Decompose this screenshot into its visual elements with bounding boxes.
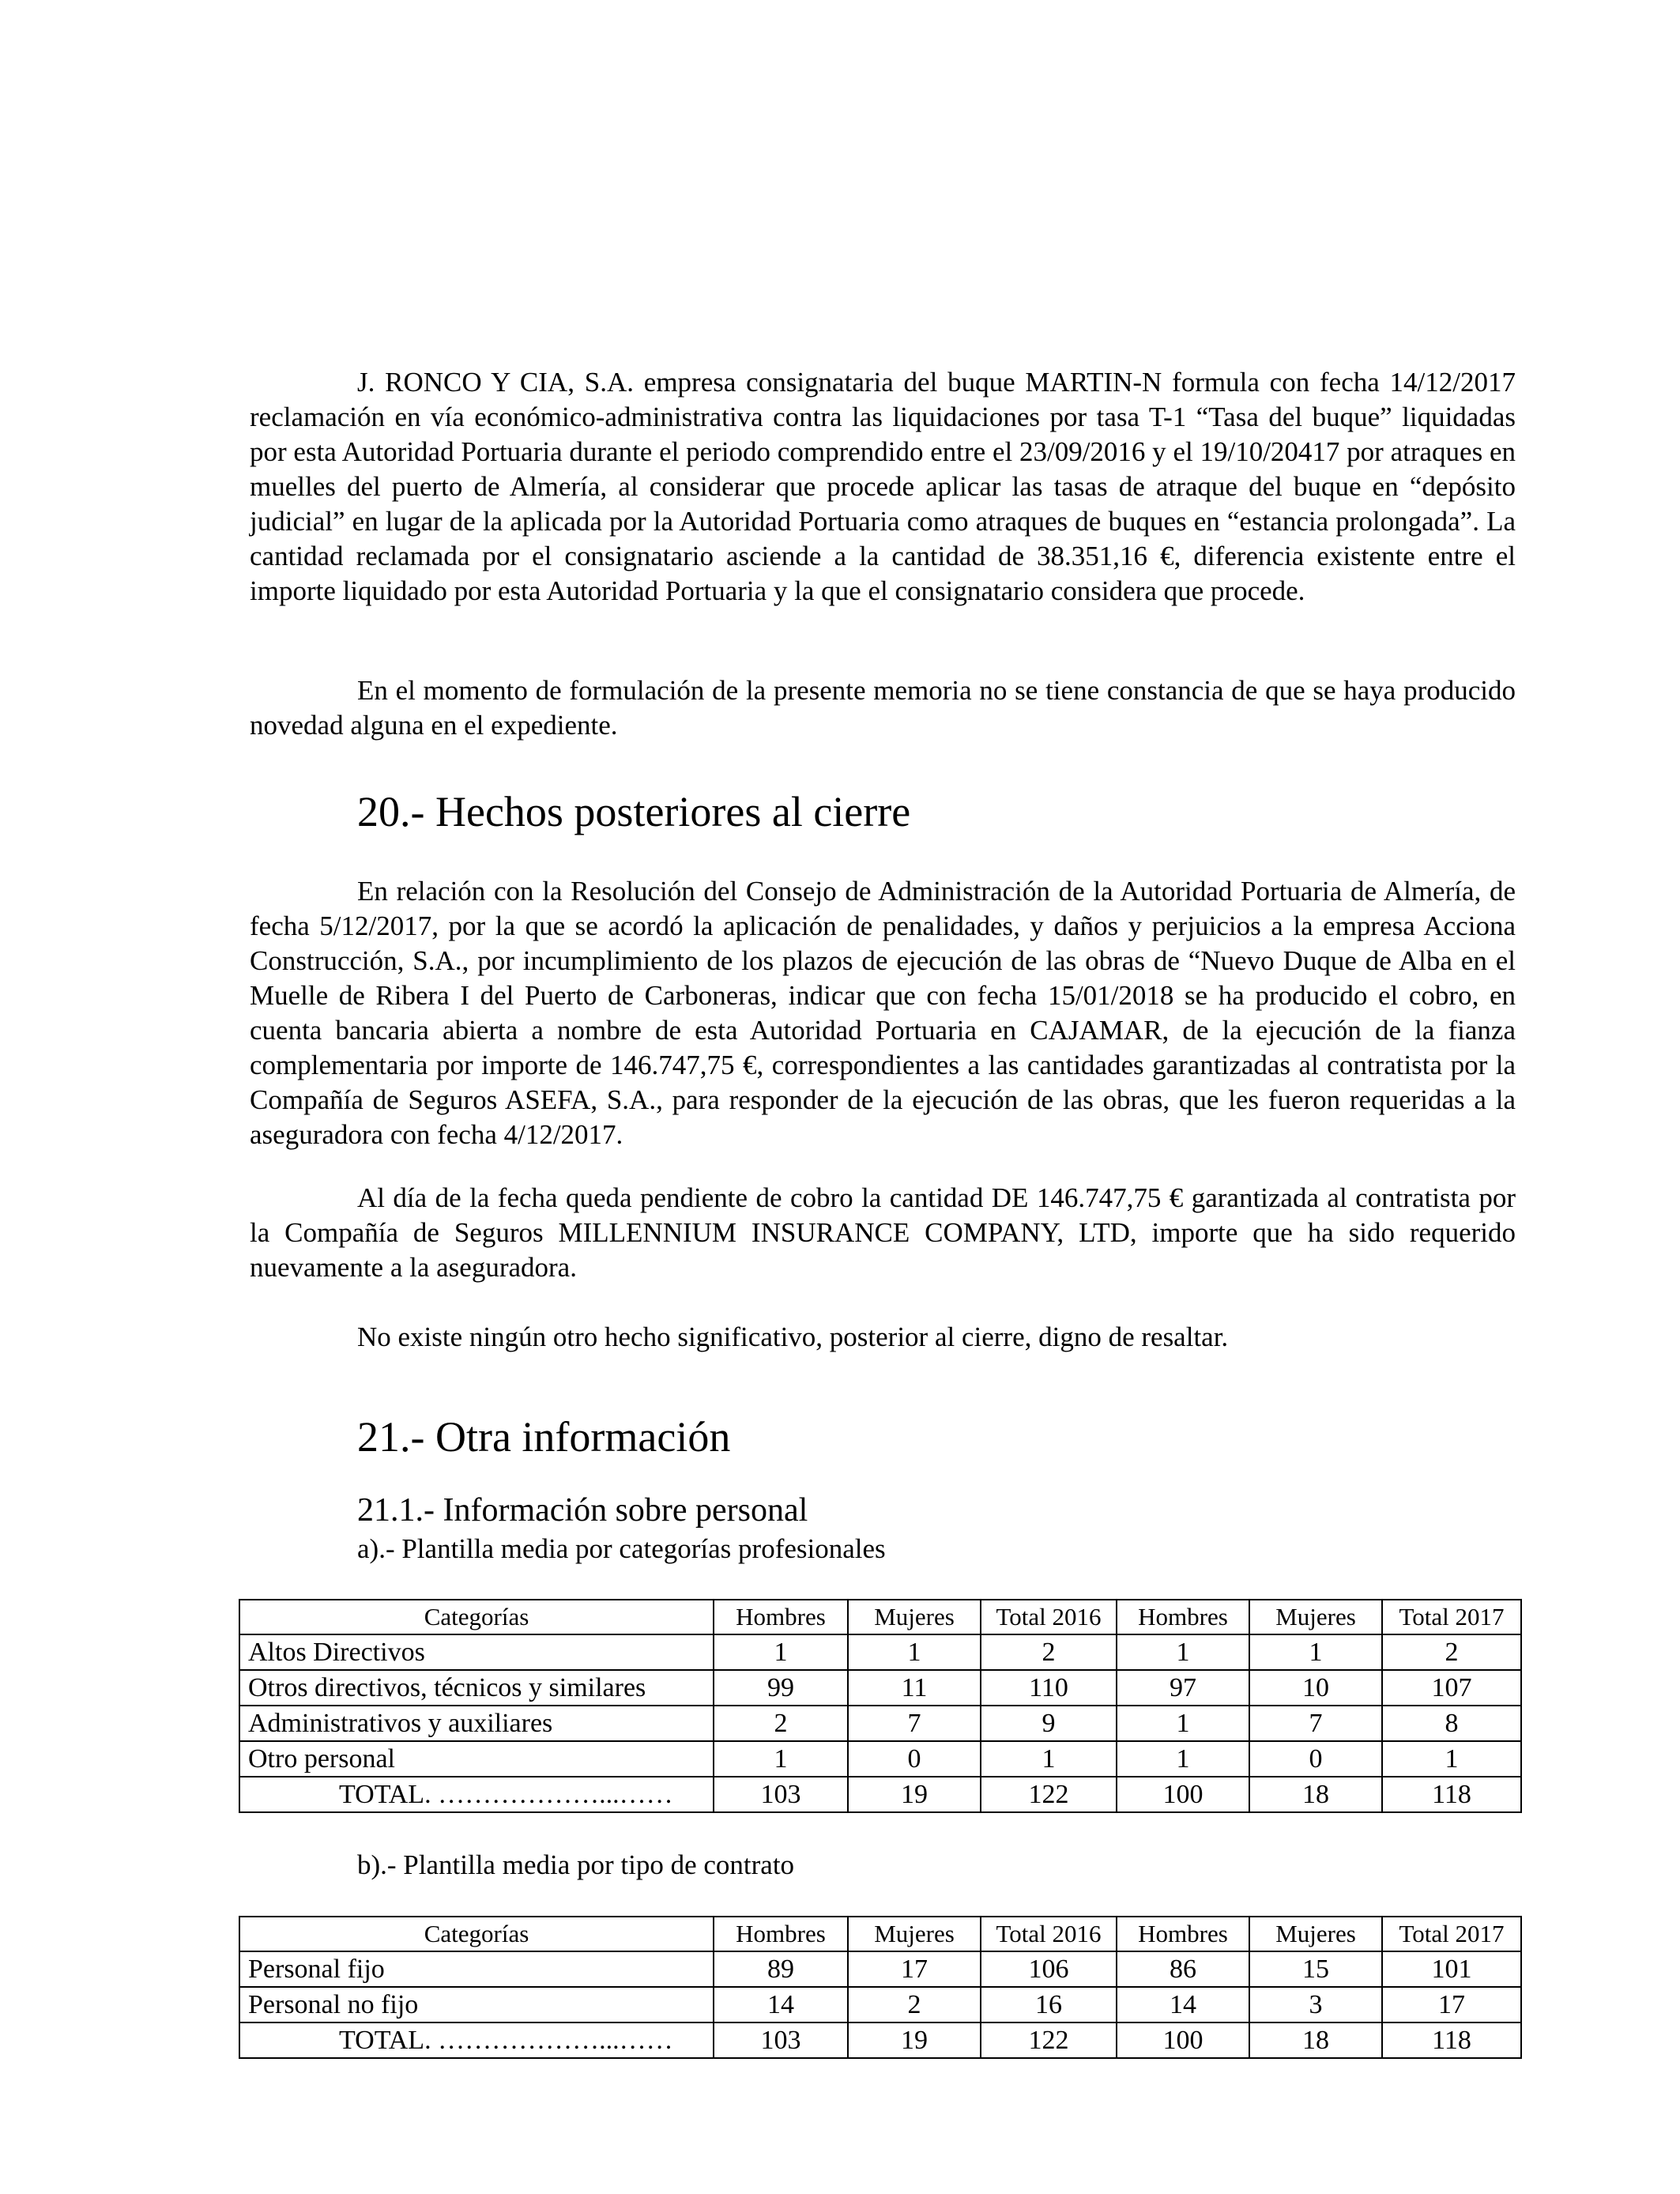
table-row [239,1951,1521,1987]
header-cell: Total 2017 [1382,1600,1521,1634]
value-cell: 107 [1382,1670,1521,1706]
table-header-row [239,1917,1521,1951]
total-label-cell: TOTAL. ………………...…… [239,2022,714,2058]
value-cell: 103 [714,2022,848,2058]
value-cell: 10 [1249,1670,1382,1706]
category-cell: Otros directivos, técnicos y similares [239,1670,714,1706]
category-cell: Administrativos y auxiliares [239,1706,714,1741]
header-cell: Categorías [239,1600,714,1634]
value-cell: 16 [981,1987,1117,2022]
table-row [239,1987,1521,2022]
value-cell: 100 [1117,1777,1249,1812]
header-cell: Hombres [714,1600,848,1634]
total-label-cell: TOTAL. ………………...…… [239,1777,714,1812]
category-cell: Otro personal [239,1741,714,1777]
table-tipo-contrato [239,1916,1522,2059]
header-cell: Total 2016 [981,1600,1117,1634]
header-cell: Mujeres [848,1917,981,1951]
value-cell: 2 [1382,1634,1521,1670]
paragraph-no-hechos: No existe ningún otro hecho significativo, posterior al cierre, digno de resaltar. [357,1321,1229,1352]
value-cell: 110 [981,1670,1117,1706]
paragraph-pendiente-cobro: Al día de la fecha queda pendiente de cobro la cantidad DE 146.747,75 € garantizada al contratista por la Compañía de Seguros MILLENNIUM INSURANCE COMPANY, LTD, importe que ha sido requerido nuevamente a la aseguradora. [250,1182,1516,1283]
table-b-caption: b).- Plantilla media por tipo de contrato [357,1849,795,1880]
table-row [239,1634,1521,1670]
header-cell: Hombres [714,1917,848,1951]
header-cell: Mujeres [1249,1917,1382,1951]
value-cell: 17 [1382,1987,1521,2022]
value-cell: 14 [1117,1987,1249,2022]
table-total-row [239,2022,1521,2058]
section-21-heading: 21.- Otra información [357,1413,731,1461]
value-cell: 1 [848,1634,981,1670]
paragraph-sin-novedad: En el momento de formulación de la presente memoria no se tiene constancia de que se haya producido novedad alguna en el expediente. [250,675,1516,741]
value-cell: 100 [1117,2022,1249,2058]
header-cell: Mujeres [848,1600,981,1634]
table-row [239,1670,1521,1706]
value-cell: 118 [1382,2022,1521,2058]
paragraph-reclamacion-ronco: J. RONCO Y CIA, S.A. empresa consignataria del buque MARTIN-N formula con fecha 14/12/2017 reclamación en vía económico-administrativa contra las liquidaciones por tasa T-1 “Tasa del buque” liquidadas por esta Autoridad Portuaria durante el periodo comprendido entre el 23/09/2016 y el 19/10/20417 por atraques en muelles del puerto de Almería, al considerar que procede aplicar las tasas de atraque del buque en “depósito judicial” en lugar de la aplicada por la Autoridad Portuaria como atraques de buques en “estancia prolongada”. La cantidad reclamada por el consignatario asciende a la cantidad de 38.351,16 €, diferencia existente entre el importe liquidado por esta Autoridad Portuaria y la que el consignatario considera que procede. [250,367,1516,606]
value-cell: 122 [981,2022,1117,2058]
section-20-heading: 20.- Hechos posteriores al cierre [357,788,911,835]
value-cell: 122 [981,1777,1117,1812]
value-cell: 19 [848,2022,981,2058]
value-cell: 1 [981,1741,1117,1777]
value-cell: 99 [714,1670,848,1706]
value-cell: 2 [848,1987,981,2022]
table-total-row [239,1777,1521,1812]
value-cell: 101 [1382,1951,1521,1987]
value-cell: 2 [981,1634,1117,1670]
value-cell: 0 [848,1741,981,1777]
value-cell: 15 [1249,1951,1382,1987]
value-cell: 19 [848,1777,981,1812]
value-cell: 1 [1249,1634,1382,1670]
header-cell: Hombres [1117,1600,1249,1634]
value-cell: 3 [1249,1987,1382,2022]
category-cell: Personal fijo [239,1951,714,1987]
value-cell: 17 [848,1951,981,1987]
header-cell: Total 2016 [981,1917,1117,1951]
value-cell: 103 [714,1777,848,1812]
value-cell: 89 [714,1951,848,1987]
category-cell: Personal no fijo [239,1987,714,2022]
value-cell: 1 [714,1741,848,1777]
value-cell: 1 [1117,1706,1249,1741]
value-cell: 18 [1249,1777,1382,1812]
value-cell: 11 [848,1670,981,1706]
value-cell: 18 [1249,2022,1382,2058]
header-cell: Hombres [1117,1917,1249,1951]
value-cell: 7 [848,1706,981,1741]
value-cell: 0 [1249,1741,1382,1777]
value-cell: 1 [714,1634,848,1670]
section-21-1-heading: 21.1.- Información sobre personal [357,1492,808,1529]
value-cell: 106 [981,1951,1117,1987]
table-header-row [239,1600,1521,1634]
header-cell: Categorías [239,1917,714,1951]
header-cell: Mujeres [1249,1600,1382,1634]
category-cell: Altos Directivos [239,1634,714,1670]
value-cell: 86 [1117,1951,1249,1987]
table-categorias-profesionales [239,1599,1522,1813]
value-cell: 2 [714,1706,848,1741]
table-row [239,1706,1521,1741]
value-cell: 9 [981,1706,1117,1741]
value-cell: 8 [1382,1706,1521,1741]
table-a-caption: a).- Plantilla media por categorías profesionales [357,1533,886,1564]
value-cell: 1 [1117,1741,1249,1777]
value-cell: 14 [714,1987,848,2022]
value-cell: 118 [1382,1777,1521,1812]
table-row [239,1741,1521,1777]
value-cell: 7 [1249,1706,1382,1741]
header-cell: Total 2017 [1382,1917,1521,1951]
paragraph-resolucion-consejo: En relación con la Resolución del Consejo de Administración de la Autoridad Portuaria de Almería, de fecha 5/12/2017, por la que se acordó la aplicación de penalidades, y daños y perjuicios a la empresa Acciona Construcción, S.A., por incumplimiento de los plazos de ejecución de las obras de “Nuevo Duque de Alba en el Muelle de Ribera I del Puerto de Carboneras, indicar que con fecha 15/01/2018 se ha producido el cobro, en cuenta bancaria abierta a nombre de esta Autoridad Portuaria en CAJAMAR, de la ejecución de la fianza complementaria por importe de 146.747,75 €, correspondientes a las cantidades garantizadas al contratista por la Compañía de Seguros ASEFA, S.A., para responder de la ejecución de las obras, que les fueron requeridas a la aseguradora con fecha 4/12/2017. [250,876,1516,1150]
value-cell: 1 [1117,1634,1249,1670]
value-cell: 97 [1117,1670,1249,1706]
value-cell: 1 [1382,1741,1521,1777]
